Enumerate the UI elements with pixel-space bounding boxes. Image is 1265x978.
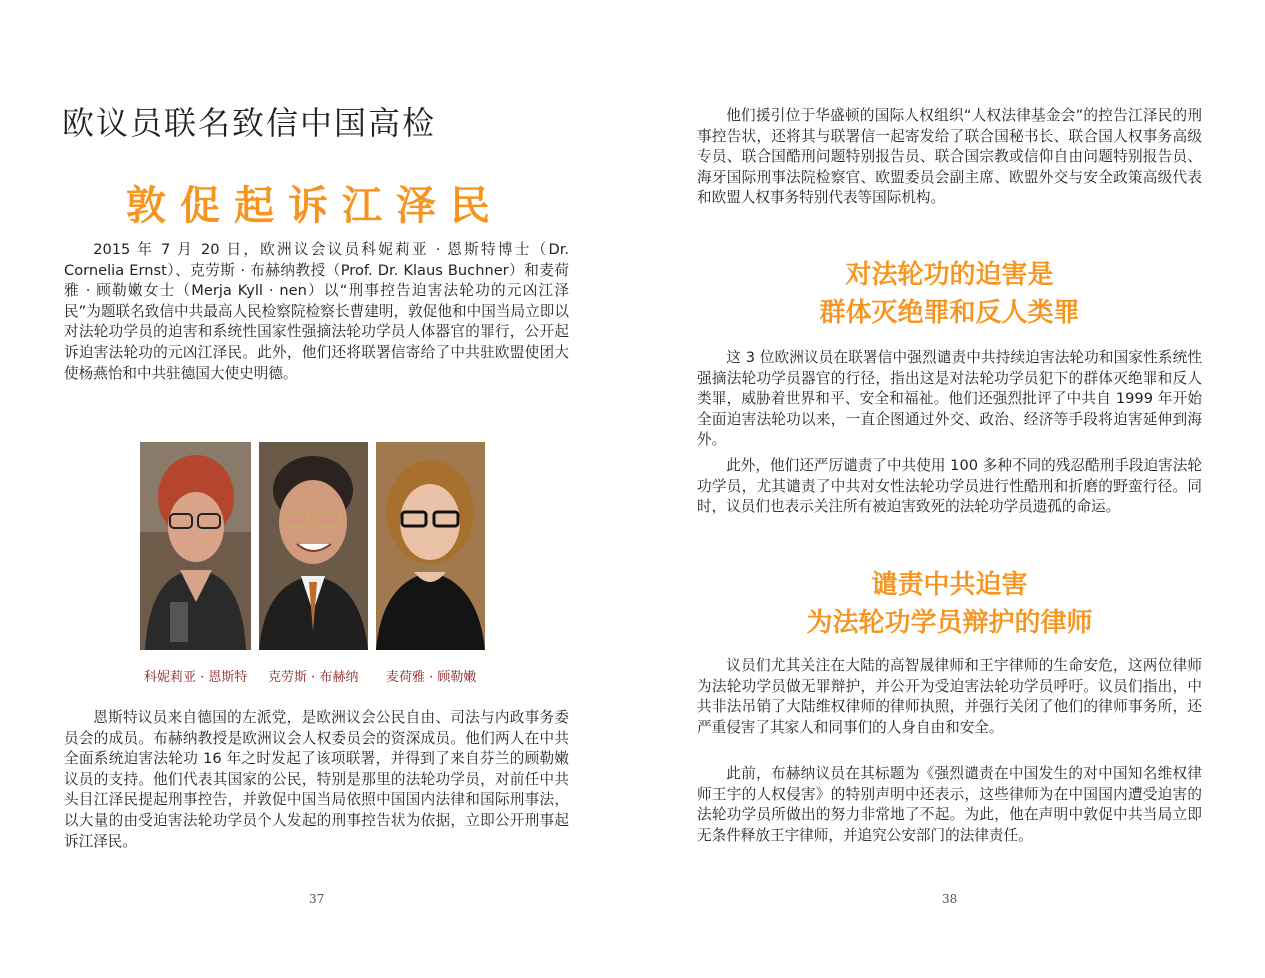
section-heading-genocide-line1: 对法轮功的迫害是 (845, 260, 1054, 290)
intro-paragraph: 2015 年 7 月 20 日，欧洲议会议员科妮莉亚 · 恩斯特博士（Dr. Cornelia Ernst）、克劳斯 · 布赫纳教授（Prof. Dr. Klaus Buchner）和麦荷雅 · 顾勒嫩女士（Merja Kyll · nen）以“刑事控告迫害法轮功的元凶江泽民”为题联名致信中共最高人民检察院检察长曹建明，敦促他和中国当局立即以对法轮功学员的迫害和系统性国家性强摘法轮功学员人体器官的罪行，公开起诉迫害法轮功的元凶江泽民。此外，他们还将联署信寄给了中共驻欧盟使团大使杨燕怡和中共驻德国大使史明德。 (64, 241, 569, 382)
caption-merja-kyllonen: 麦荷雅 · 顾勒嫩 (386, 670, 477, 685)
section-heading-genocide-line2: 群体灭绝罪和反人类罪 (819, 298, 1080, 328)
torture-paragraph: 此外，他们还严厉谴责了中共使用 100 多种不同的残忍酷刑手段迫害法轮功学员，尤其谴责了中共对女性法轮功学员进行性酷刑和折磨的野蛮行径。同时，议员们也表示关注所有被迫害致死的法轮功学员遗孤的命运。 (697, 457, 1202, 516)
condemnation-paragraph: 这 3 位欧洲议员在联署信中强烈谴责中共持续迫害法轮功和国家性系统性强摘法轮功学员器官的行径，指出这是对法轮功学员犯下的群体灭绝罪和反人类罪，威胁着世界和平、安全和福祉。他们还强烈批评了中共自 1999 年开始全面迫害法轮功以来，一直企图通过外交、政治、经济等手段将迫害延伸到海外。 (697, 349, 1202, 449)
caption-klaus-buchner: 克劳斯 · 布赫纳 (268, 670, 359, 685)
complaint-paragraph: 他们援引位于华盛顿的国际人权组织“人权法律基金会”的控告江泽民的刑事控告状，还将其与联署信一起寄发给了联合国秘书长、联合国人权事务高级专员、联合国酷刑问题特别报告员、联合国宗教或信仰自由问题特别报告员、海牙国际刑事法院检察官、欧盟委员会副主席、欧盟外交与安全政策高级代表和欧盟人权事务特别代表等国际机构。 (697, 107, 1202, 207)
left-page (0, 0, 632, 978)
photo-klaus-buchner (259, 442, 368, 650)
photo-merja-kyllonen (376, 442, 485, 650)
page-number-right: 38 (942, 892, 958, 906)
lawyers-paragraph: 议员们尤其关注在大陆的高智晟律师和王宇律师的生命安危，这两位律师为法轮功学员做无罪辩护，并公开为受迫害法轮功学员呼吁。议员们指出，中共非法吊销了大陆维权律师的律师执照，并强行关闭了他们的律师事务所，还严重侵害了其家人和同事们的人身自由和安全。 (697, 657, 1202, 736)
background-paragraph: 恩斯特议员来自德国的左派党，是欧洲议会公民自由、司法与内政事务委员会的成员。布赫纳教授是欧洲议会人权委员会的资深成员。他们两人在中共全面系统迫害法轮功 16 年之时发起了该项联署，并得到了来自芬兰的顾勒嫩议员的支持。他们代表其国家的公民，特别是那里的法轮功学员，对前任中共头目江泽民提起刑事控告，并敦促中国当局依照中国国内法律和国际刑事法，以大量的由受迫害法轮功学员个人发起的刑事控告状为依据，立即公开刑事起诉江泽民。 (64, 709, 569, 850)
section-heading-genocide (697, 256, 1202, 332)
article-subheadline: 敦促起诉江泽民 (126, 183, 504, 229)
page-number-left: 37 (309, 892, 325, 906)
photo-cornelia-ernst (140, 442, 251, 650)
section-heading-lawyers (697, 566, 1202, 642)
statement-paragraph: 此前，布赫纳议员在其标题为《强烈谴责在中国发生的对中国知名维权律师王宇的人权侵害》的特别声明中还表示，这些律师为在中国国内遭受迫害的法轮功学员所做出的努力非常地了不起。为此，他在声明中敦促中共当局立即无条件释放王宇律师，并追究公安部门的法律责任。 (697, 765, 1202, 844)
article-headline: 欧议员联名致信中国高检 (62, 104, 437, 142)
caption-cornelia-ernst: 科妮莉亚 · 恩斯特 (144, 670, 248, 685)
section-heading-lawyers-line1: 谴责中共迫害 (871, 570, 1028, 600)
section-heading-lawyers-line2: 为法轮功学员辩护的律师 (806, 608, 1093, 638)
right-page (633, 0, 1265, 978)
